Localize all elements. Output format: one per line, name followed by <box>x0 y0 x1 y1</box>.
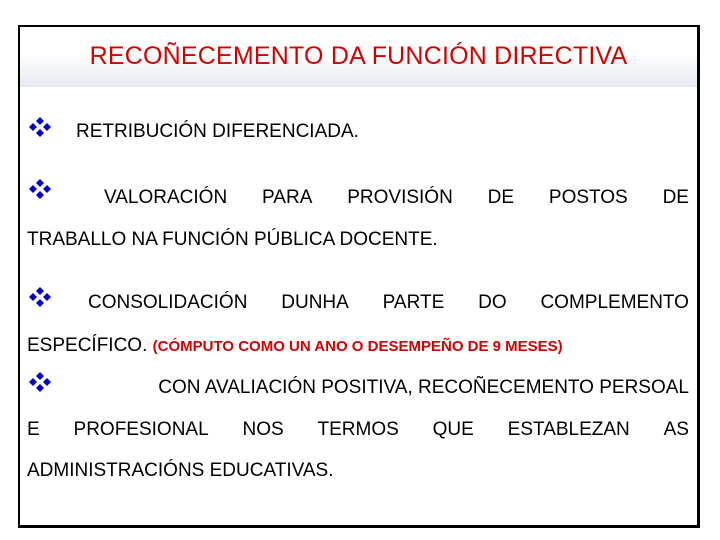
four-diamond-bullet-icon <box>28 115 52 139</box>
word: QUE <box>432 419 474 440</box>
item-3-note: (CÓMPUTO COMO UN ANO O DESEMPEÑO DE 9 MESES) <box>152 338 563 355</box>
item-3-line-2 <box>27 335 563 357</box>
slide-frame <box>18 25 700 528</box>
word: NOS <box>242 419 284 440</box>
word: POSTOS <box>548 187 628 208</box>
word: DUNHA <box>281 292 349 313</box>
item-4-line-1: CON AVALIACIÓN POSITIVA, RECOÑECEMENTO PERSOAL <box>158 377 689 398</box>
item-1-text: RETRIBUCIÓN DIFERENCIADA. <box>76 121 359 142</box>
title-band <box>20 27 697 87</box>
item-4-line-3: ADMINISTRACIÓNS EDUCATIVAS. <box>27 460 334 481</box>
item-4-line-2 <box>27 419 689 441</box>
slide-title: RECOÑECEMENTO DA FUNCIÓN DIRECTIVA <box>89 42 628 70</box>
four-diamond-bullet-icon <box>28 285 52 309</box>
word: TERMOS <box>317 419 399 440</box>
word: VALORACIÓN <box>104 187 228 208</box>
word: COMPLEMENTO <box>540 292 689 313</box>
item-2-line-1 <box>104 187 689 209</box>
word: AS <box>663 419 689 440</box>
word: E <box>27 419 40 440</box>
four-diamond-bullet-icon <box>28 177 52 201</box>
item-2-line-2: TRABALLO NA FUNCIÓN PÚBLICA DOCENTE. <box>27 229 438 250</box>
word: DE <box>662 187 689 208</box>
word: PARTE <box>382 292 445 313</box>
four-diamond-bullet-icon <box>28 370 52 394</box>
item-3-text: ESPECÍFICO. <box>27 335 148 356</box>
word: PROFESIONAL <box>73 419 209 440</box>
word: ESTABLEZAN <box>507 419 630 440</box>
word: PARA <box>262 187 313 208</box>
word: PROVISIÓN <box>347 187 453 208</box>
item-3-line-1 <box>88 292 689 314</box>
word: CONSOLIDACIÓN <box>88 292 248 313</box>
word: DO <box>478 292 507 313</box>
word: DE <box>487 187 515 208</box>
